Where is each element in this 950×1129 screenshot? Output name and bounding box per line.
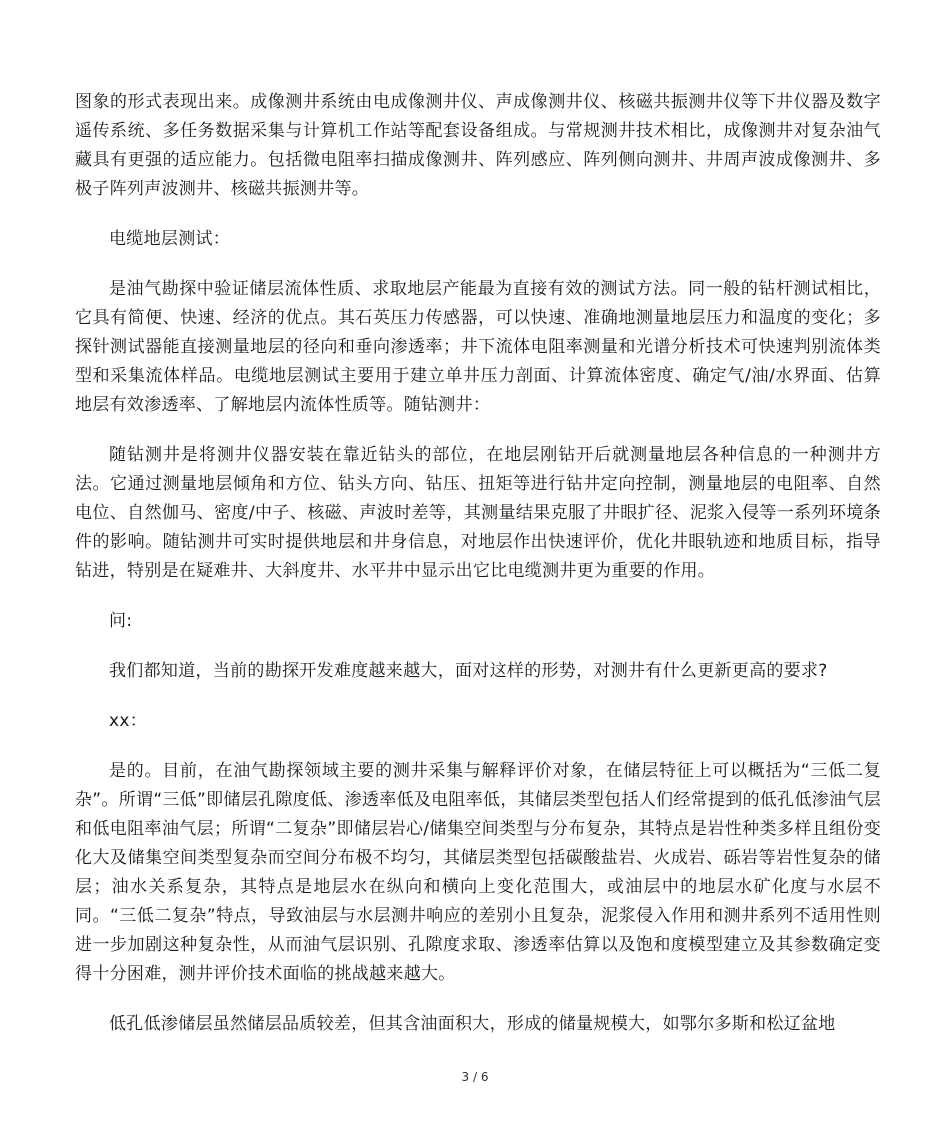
paragraph-lwd: 随钻测井是将测井仪器安装在靠近钻头的部位，在地层刚钻开后就测量地层各种信息的一种测井方法。它通过测量地层倾角和方位、钻头方向、钻压、扭矩等进行钻井定向控制，测量地层的电阻率、自然电位、自然伽马、密度/中子、核磁、声波时差等，其测量结果克服了井眼扩径、泥浆入侵等一系列环境条件的影响。随钻测井可实时提供地层和井身信息，对地层作出快速评价，优化井眼轨迹和地质目标，指导钻进，特别是在疑难井、大斜度井、水平井中显示出它比电缆测井更为重要的作用。 — [75, 445, 881, 581]
paragraph-imaging-logging: 图象的形式表现出来。成像测井系统由电成像测井仪、声成像测井仪、核磁共振测井仪等下井仪器及数字遥传系统、多任务数据采集与计算机工作站等配套设备组成。与常规测井技术相比，成像测井对复杂油气藏具有更强的适应能力。包括微电阻率扫描成像测井、阵列感应、阵列侧向测井、井周声波成像测井、多极子阵列声波测井、核磁共振测井等。 — [75, 92, 881, 199]
question-label: 问: — [109, 611, 133, 631]
paragraph-three-low-two-complex: 是的。目前，在油气勘探领域主要的测井采集与解释评价对象，在储层特征上可以概括为“三低二复杂”。所谓“三低”即储层孔隙度低、渗透率低及电阻率低，其储层类型包括人们经常提到的低孔低渗油气层和低电阻率油气层；所谓“二复杂”即储层岩心/储集空间类型与分布复杂，其特点是岩性种类多样且组份变化大及储集空间类型复杂而空间分布极不均匀，其储层类型包括碳酸盐岩、火成岩、砾岩等岩性复杂的储层；油水关系复杂，其特点是地层水在纵向和横向上变化范围大，或油层中的地层水矿化度与水层不同。“三低二复杂”特点，导致油层与水层测井响应的差别小且复杂，泥浆侵入作用和测井系列不适用性则进一步加剧这种复杂性，从而油气层识别、孔隙度求取、渗透率估算以及饱和度模型建立及其参数确定变得十分困难，测井评价技术面临的挑战越来越大。 — [75, 761, 881, 984]
page-number: 3 / 6 — [461, 1070, 489, 1084]
paragraph-cable-formation-test: 是油气勘探中验证储层流体性质、求取地层产能最为直接有效的测试方法。同一般的钻杆测试相比，它具有简便、快速、经济的优点。其石英压力传感器，可以快速、准确地测量地层压力和温度的变化；多探针测试器能直接测量地层的径向和垂向渗透率；井下流体电阻率测量和光谱分析技术可快速判别流体类型和采集流体样品。电缆地层测试主要用于建立单井压力剖面、计算流体密度、确定气/油/水界面、估算地层有效渗透率、了解地层内流体性质等。随钻测井： — [75, 279, 881, 415]
document-page — [75, 88, 881, 1060]
question-text: 我们都知道，当前的勘探开发难度越来越大，面对这样的形势，对测井有什么更新更高的要求? — [109, 661, 828, 681]
paragraph-low-porosity: 低孔低渗储层虽然储层品质较差，但其含油面积大，形成的储量规模大，如鄂尔多斯和松辽盆地 — [109, 1014, 836, 1034]
answer-label: xx： — [109, 711, 148, 731]
heading-cable-formation-test: 电缆地层测试： — [109, 229, 231, 249]
